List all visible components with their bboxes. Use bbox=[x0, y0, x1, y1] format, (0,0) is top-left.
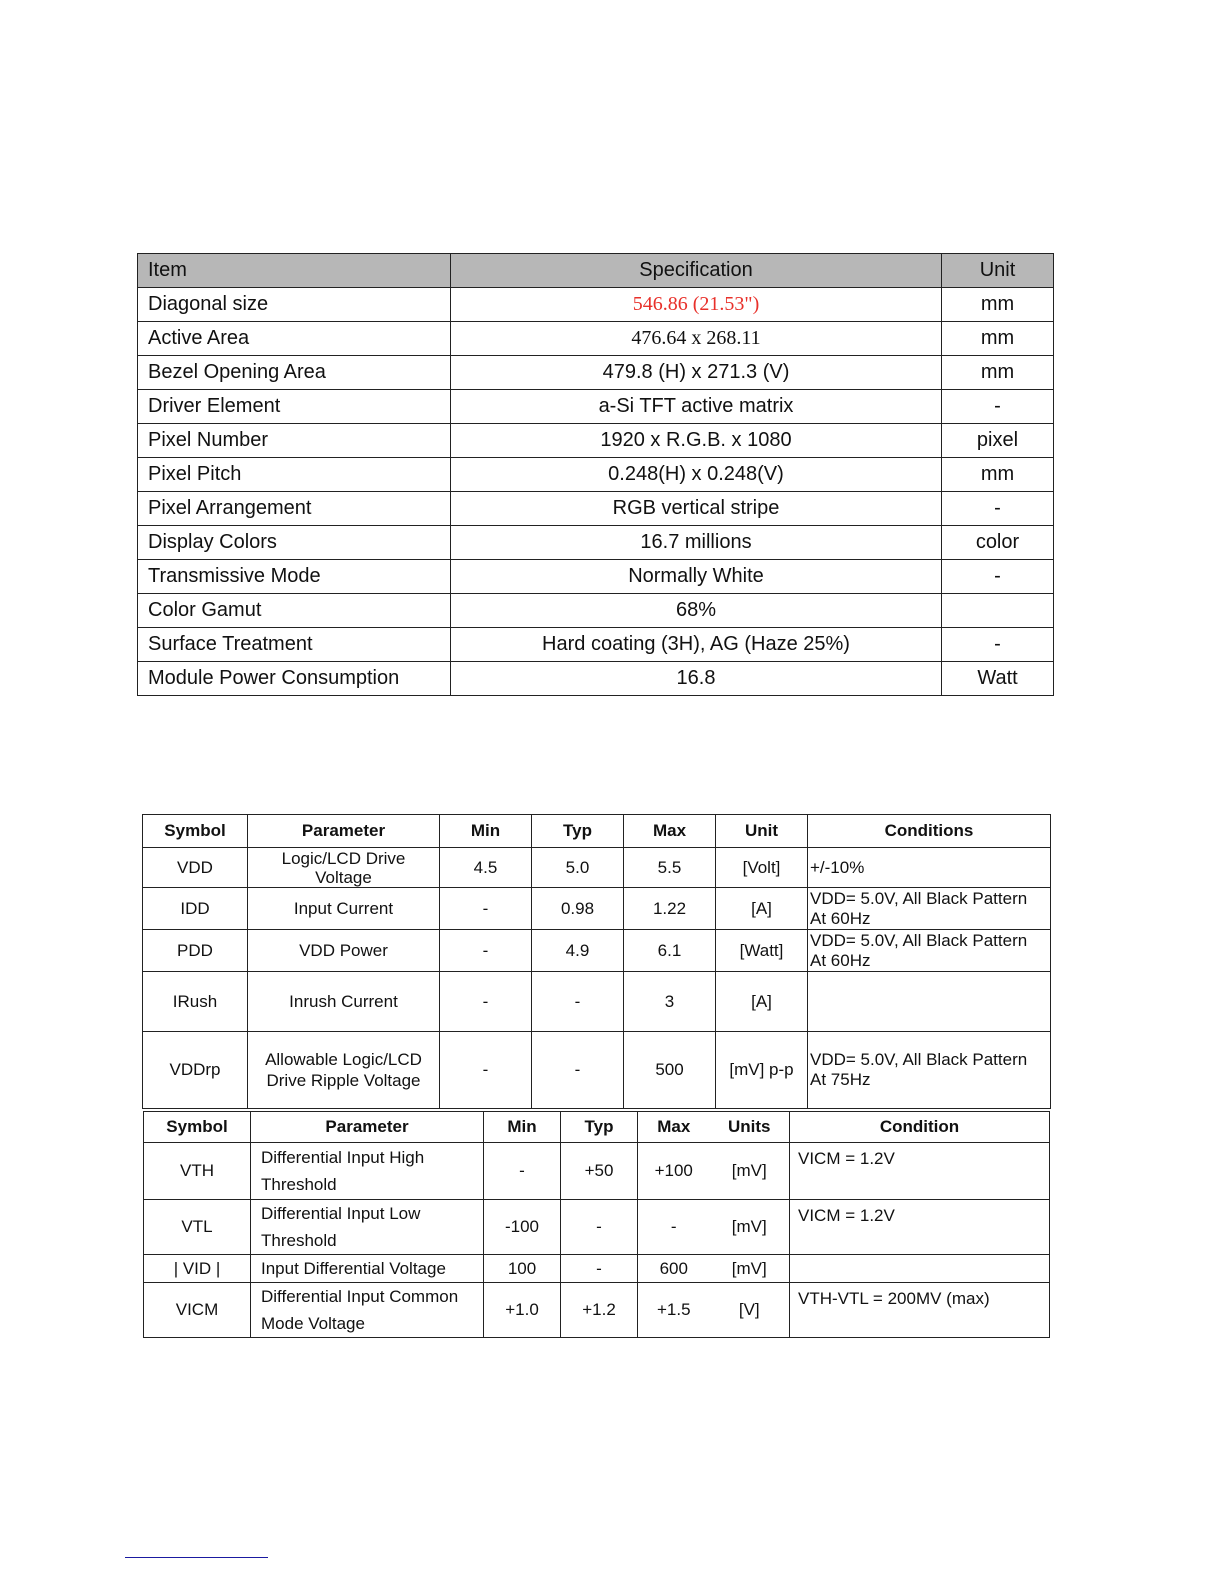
row-typ: - bbox=[532, 972, 624, 1032]
table-row bbox=[138, 492, 1054, 526]
cond-line-2: At 60Hz bbox=[810, 950, 871, 970]
row-max: +1.5 bbox=[638, 1283, 710, 1338]
row-typ: 0.98 bbox=[532, 888, 624, 930]
row-symbol: VTL bbox=[144, 1200, 251, 1255]
row-max: 6.1 bbox=[624, 930, 716, 972]
footnote-separator bbox=[125, 1557, 268, 1558]
row-condition: VICM = 1.2V bbox=[790, 1200, 1050, 1255]
cond-line-2: At 75Hz bbox=[810, 1070, 871, 1089]
row-parameter: Input Differential Voltage bbox=[251, 1255, 484, 1283]
row-item: Transmissive Mode bbox=[138, 560, 451, 594]
general-spec-table bbox=[137, 253, 1054, 696]
row-min: 4.5 bbox=[440, 848, 532, 888]
row-item: Display Colors bbox=[138, 526, 451, 560]
row-spec: 16.7 millions bbox=[451, 526, 942, 560]
table-row bbox=[138, 594, 1054, 628]
header-max: Max bbox=[638, 1112, 710, 1143]
row-max: 500 bbox=[624, 1032, 716, 1109]
row-item: Pixel Number bbox=[138, 424, 451, 458]
row-min: - bbox=[440, 1032, 532, 1109]
row-parameter bbox=[248, 848, 440, 888]
param-line-2: Voltage bbox=[315, 867, 372, 887]
cond-line-1: VDD= 5.0V, All Black Pattern bbox=[810, 888, 1028, 908]
header-conditions: Conditions bbox=[808, 815, 1051, 848]
param-line-2: Drive Ripple Voltage bbox=[266, 1071, 421, 1090]
row-typ: 5.0 bbox=[532, 848, 624, 888]
row-min: -100 bbox=[484, 1200, 561, 1255]
row-item: Bezel Opening Area bbox=[138, 356, 451, 390]
row-symbol: VDD bbox=[143, 848, 248, 888]
param-line-1: Differential Input High bbox=[261, 1148, 425, 1167]
row-units: [mV] bbox=[710, 1255, 790, 1283]
row-unit: [mV] p-p bbox=[716, 1032, 808, 1109]
row-max: +100 bbox=[638, 1143, 710, 1200]
row-parameter: VDD Power bbox=[248, 930, 440, 972]
row-min: 100 bbox=[484, 1255, 561, 1283]
row-item: Pixel Arrangement bbox=[138, 492, 451, 526]
table-row bbox=[144, 1283, 1050, 1338]
row-max: 600 bbox=[638, 1255, 710, 1283]
row-unit: - bbox=[942, 628, 1054, 662]
table-row bbox=[138, 628, 1054, 662]
row-symbol: IRush bbox=[143, 972, 248, 1032]
row-item: Module Power Consumption bbox=[138, 662, 451, 696]
row-min: - bbox=[440, 972, 532, 1032]
row-symbol: | VID | bbox=[144, 1255, 251, 1283]
row-condition: VICM = 1.2V bbox=[790, 1143, 1050, 1200]
row-item: Diagonal size bbox=[138, 288, 451, 322]
row-unit: mm bbox=[942, 288, 1054, 322]
row-min: +1.0 bbox=[484, 1283, 561, 1338]
table-row bbox=[138, 424, 1054, 458]
header-max: Max bbox=[624, 815, 716, 848]
row-item: Active Area bbox=[138, 322, 451, 356]
header-typ: Typ bbox=[532, 815, 624, 848]
row-unit: - bbox=[942, 492, 1054, 526]
row-max: 3 bbox=[624, 972, 716, 1032]
header-symbol: Symbol bbox=[144, 1112, 251, 1143]
header-item: Item bbox=[138, 254, 451, 288]
electrical-characteristics-table bbox=[142, 814, 1051, 1109]
row-conditions bbox=[808, 888, 1051, 930]
table-row bbox=[144, 1255, 1050, 1283]
table-row bbox=[138, 458, 1054, 492]
row-typ: 4.9 bbox=[532, 930, 624, 972]
table-row bbox=[138, 390, 1054, 424]
param-line-2: Threshold bbox=[261, 1175, 337, 1194]
table-row bbox=[138, 288, 1054, 322]
header-typ: Typ bbox=[561, 1112, 638, 1143]
row-unit: color bbox=[942, 526, 1054, 560]
spec-table-header bbox=[138, 254, 1054, 288]
row-symbol: VICM bbox=[144, 1283, 251, 1338]
row-conditions bbox=[808, 930, 1051, 972]
cond-line-1: +/-10% bbox=[810, 857, 865, 877]
cond-line-1: VDD= 5.0V, All Black Pattern bbox=[810, 930, 1028, 950]
row-units: [mV] bbox=[710, 1143, 790, 1200]
row-spec: Hard coating (3H), AG (Haze 25%) bbox=[451, 628, 942, 662]
row-spec: Normally White bbox=[451, 560, 942, 594]
row-conditions bbox=[808, 1032, 1051, 1109]
row-unit: [A] bbox=[716, 888, 808, 930]
elec-table-header bbox=[143, 815, 1051, 848]
row-unit: - bbox=[942, 560, 1054, 594]
row-spec: 476.64 x 268.11 bbox=[451, 322, 942, 356]
row-unit: mm bbox=[942, 322, 1054, 356]
row-typ: - bbox=[561, 1200, 638, 1255]
row-item: Driver Element bbox=[138, 390, 451, 424]
table-row bbox=[143, 930, 1051, 972]
row-conditions bbox=[808, 972, 1051, 1032]
row-item: Pixel Pitch bbox=[138, 458, 451, 492]
header-min: Min bbox=[484, 1112, 561, 1143]
row-item: Surface Treatment bbox=[138, 628, 451, 662]
row-spec: 546.86 (21.53") bbox=[451, 288, 942, 322]
table-row bbox=[138, 356, 1054, 390]
row-parameter bbox=[251, 1143, 484, 1200]
table-row bbox=[143, 848, 1051, 888]
header-units: Units bbox=[710, 1112, 790, 1143]
row-spec: RGB vertical stripe bbox=[451, 492, 942, 526]
row-typ: - bbox=[532, 1032, 624, 1109]
row-units: [mV] bbox=[710, 1200, 790, 1255]
param-line-1: Allowable Logic/LCD bbox=[265, 1050, 422, 1069]
row-condition bbox=[790, 1255, 1050, 1283]
row-unit: mm bbox=[942, 356, 1054, 390]
row-unit: - bbox=[942, 390, 1054, 424]
row-parameter bbox=[251, 1200, 484, 1255]
row-parameter: Inrush Current bbox=[248, 972, 440, 1032]
row-spec: 68% bbox=[451, 594, 942, 628]
row-item: Color Gamut bbox=[138, 594, 451, 628]
table-row bbox=[144, 1143, 1050, 1200]
row-spec: 16.8 bbox=[451, 662, 942, 696]
table-row bbox=[143, 888, 1051, 930]
row-unit: [Volt] bbox=[716, 848, 808, 888]
row-unit: pixel bbox=[942, 424, 1054, 458]
row-parameter bbox=[248, 1032, 440, 1109]
row-max: - bbox=[638, 1200, 710, 1255]
row-symbol: VTH bbox=[144, 1143, 251, 1200]
row-conditions bbox=[808, 848, 1051, 888]
param-line-1: Logic/LCD Drive bbox=[281, 848, 406, 868]
row-min: - bbox=[440, 930, 532, 972]
row-spec: 0.248(H) x 0.248(V) bbox=[451, 458, 942, 492]
row-max: 5.5 bbox=[624, 848, 716, 888]
row-units: [V] bbox=[710, 1283, 790, 1338]
row-spec: a-Si TFT active matrix bbox=[451, 390, 942, 424]
header-parameter: Parameter bbox=[248, 815, 440, 848]
row-unit: [Watt] bbox=[716, 930, 808, 972]
row-spec: 479.8 (H) x 271.3 (V) bbox=[451, 356, 942, 390]
row-unit: mm bbox=[942, 458, 1054, 492]
row-symbol: IDD bbox=[143, 888, 248, 930]
table-row bbox=[144, 1200, 1050, 1255]
param-line-1: Differential Input Common bbox=[261, 1287, 459, 1306]
row-spec: 1920 x R.G.B. x 1080 bbox=[451, 424, 942, 458]
row-typ: +50 bbox=[561, 1143, 638, 1200]
cond-line-2: At 60Hz bbox=[810, 908, 871, 928]
table-row bbox=[143, 1032, 1051, 1109]
lvds-table-header bbox=[144, 1112, 1050, 1143]
lvds-characteristics-table bbox=[143, 1111, 1050, 1338]
row-min: - bbox=[440, 888, 532, 930]
header-unit: Unit bbox=[716, 815, 808, 848]
table-row bbox=[138, 560, 1054, 594]
header-parameter: Parameter bbox=[251, 1112, 484, 1143]
row-symbol: PDD bbox=[143, 930, 248, 972]
table-row bbox=[138, 526, 1054, 560]
param-line-2: Mode Voltage bbox=[261, 1314, 365, 1333]
row-typ: +1.2 bbox=[561, 1283, 638, 1338]
row-parameter bbox=[251, 1283, 484, 1338]
row-typ: - bbox=[561, 1255, 638, 1283]
header-min: Min bbox=[440, 815, 532, 848]
param-line-1: Differential Input Low bbox=[261, 1204, 421, 1223]
table-row bbox=[143, 972, 1051, 1032]
row-symbol: VDDrp bbox=[143, 1032, 248, 1109]
header-unit: Unit bbox=[942, 254, 1054, 288]
header-condition: Condition bbox=[790, 1112, 1050, 1143]
row-unit: [A] bbox=[716, 972, 808, 1032]
row-max: 1.22 bbox=[624, 888, 716, 930]
row-condition: VTH-VTL = 200MV (max) bbox=[790, 1283, 1050, 1338]
header-symbol: Symbol bbox=[143, 815, 248, 848]
header-specification: Specification bbox=[451, 254, 942, 288]
row-min: - bbox=[484, 1143, 561, 1200]
table-row bbox=[138, 662, 1054, 696]
param-line-2: Threshold bbox=[261, 1231, 337, 1250]
table-row bbox=[138, 322, 1054, 356]
row-unit: Watt bbox=[942, 662, 1054, 696]
row-unit bbox=[942, 594, 1054, 628]
row-parameter: Input Current bbox=[248, 888, 440, 930]
cond-line-1: VDD= 5.0V, All Black Pattern bbox=[810, 1050, 1028, 1069]
